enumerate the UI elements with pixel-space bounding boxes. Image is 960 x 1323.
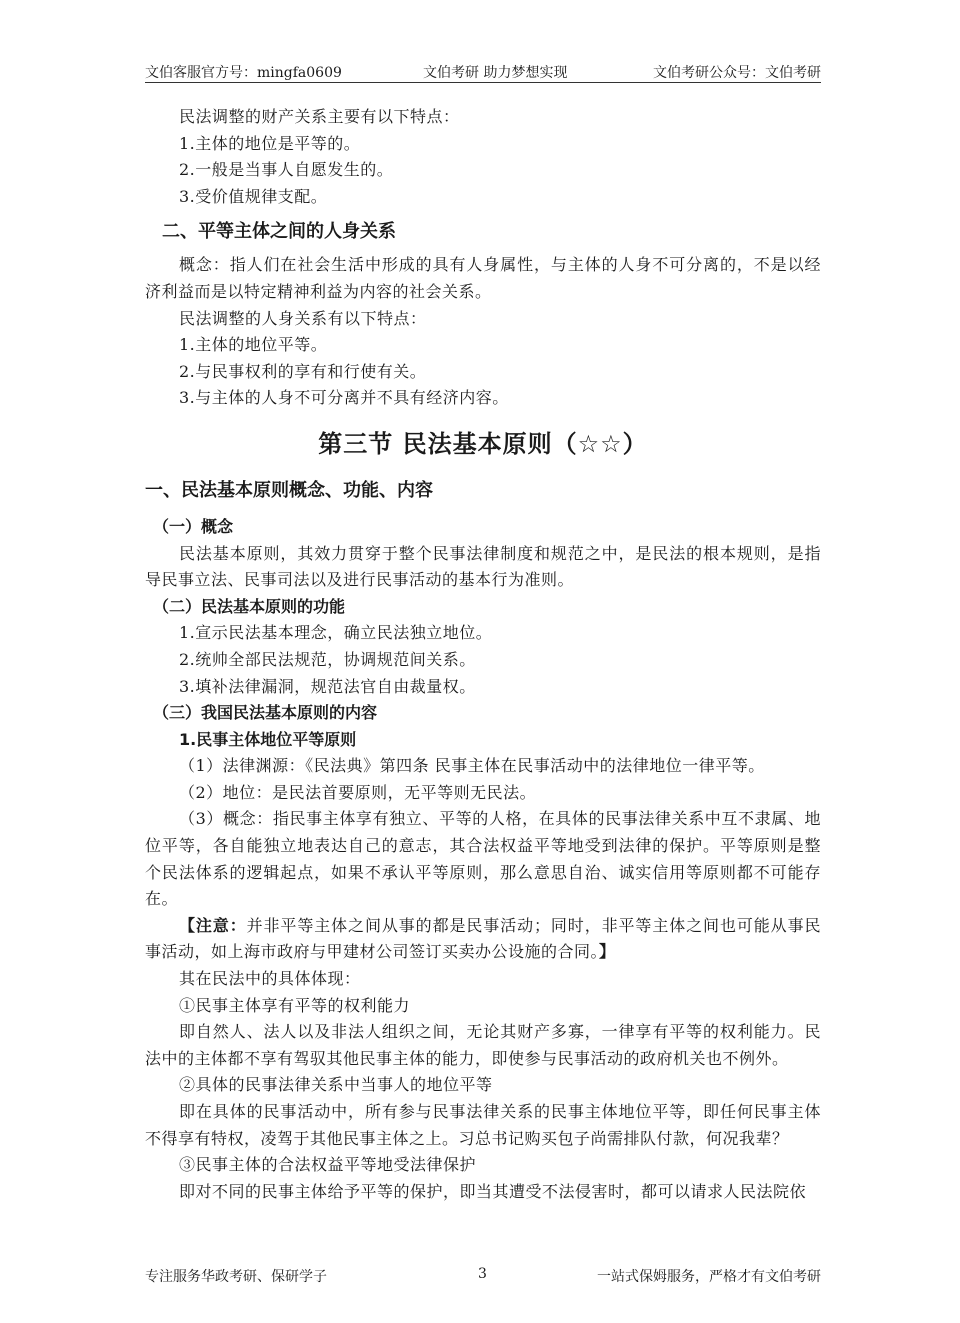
page-number: 3 bbox=[478, 1266, 487, 1282]
note-open: 【注意： bbox=[179, 915, 247, 935]
subheading-equality-principle: 1.民事主体地位平等原则 bbox=[179, 729, 357, 749]
section-title: 第三节 民法基本原则（☆☆） bbox=[318, 429, 648, 458]
paragraph: 民法调整的人身关系有以下特点： bbox=[179, 308, 427, 328]
list-item: 1.宣示民法基本理念，确立民法独立地位。 bbox=[179, 623, 493, 643]
heading-personal-relations: 二、平等主体之间的人身关系 bbox=[162, 221, 396, 243]
heading-basic-principles: 一、民法基本原则概念、功能、内容 bbox=[145, 479, 433, 501]
list-item: 1.主体的地位平等。 bbox=[179, 335, 328, 355]
header-customer-service: 文伯客服官方号：mingfa0609 bbox=[145, 65, 342, 81]
paragraph: 概念：指人们在社会生活中形成的具有人身属性，与主体的人身不可分离的，不是以经济利益而是以特定精神利益为内容的社会关系。 bbox=[145, 255, 821, 301]
footer-slogan: 专注服务华政考研、保研学子 bbox=[145, 1269, 327, 1285]
list-item: 2.统帅全部民法规范，协调规范间关系。 bbox=[179, 649, 476, 669]
page-header bbox=[145, 62, 821, 83]
paragraph: （1）法律渊源：《民法典》第四条 民事主体在民事活动中的法律地位一律平等。 bbox=[179, 756, 765, 776]
paragraph: （2）地位：是民法首要原则，无平等则无民法。 bbox=[179, 782, 537, 802]
list-item: 2.与民事权利的享有和行使有关。 bbox=[179, 361, 427, 381]
header-slogan: 文伯考研 助力梦想实现 bbox=[423, 65, 568, 81]
document-body bbox=[145, 104, 821, 1205]
note-text: 并非平等主体之间从事的都是民事活动；同时，非平等主体之间也可能从事民事活动，如上海市政府与甲建材公司签订买卖办公设施的合同。 bbox=[145, 915, 821, 962]
list-item: ②具体的民事法律关系中当事人的地位平等 bbox=[179, 1075, 493, 1095]
list-item: 3.填补法律漏洞，规范法官自由裁量权。 bbox=[179, 676, 476, 696]
list-item: 1.主体的地位是平等的。 bbox=[179, 133, 361, 153]
list-item: 3.受价值规律支配。 bbox=[179, 186, 328, 206]
subheading-content: （三）我国民法基本原则的内容 bbox=[153, 703, 378, 723]
paragraph: 即对不同的民事主体给予平等的保护，即当其遭受不法侵害时，都可以请求人民法院依 bbox=[179, 1181, 807, 1201]
paragraph: 即自然人、法人以及非法人组织之间，无论其财产多寡，一律享有平等的权利能力。民法中的主体都不享有驾驭其他民事主体的能力，即使参与民事活动的政府机关也不例外。 bbox=[145, 1022, 821, 1068]
paragraph: 即在具体的民事活动中，所有参与民事法律关系的民事主体地位平等，即任何民事主体不得享有特权，凌驾于其他民事主体之上。习总书记购买包子尚需排队付款，何况我辈？ bbox=[145, 1102, 821, 1148]
header-official-account: 文伯考研公众号：文伯考研 bbox=[653, 65, 821, 81]
note-paragraph bbox=[145, 913, 821, 966]
note-close: 】 bbox=[599, 942, 616, 962]
footer-service: 一站式保姆服务，严格才有文伯考研 bbox=[597, 1269, 821, 1285]
page-footer bbox=[145, 1266, 821, 1286]
paragraph: （3）概念：指民事主体享有独立、平等的人格，在具体的民事法律关系中互不隶属、地位平等，各自能独立地表达自己的意志，其合法权益平等地受到法律的保护。平等原则是整个民法体系的逻辑起点，如果不承认平等原则，那么意思自治、诚实信用等原则都不可能存在。 bbox=[145, 809, 821, 909]
list-item: ③民事主体的合法权益平等地受法律保护 bbox=[179, 1155, 477, 1175]
list-item: ①民事主体享有平等的权利能力 bbox=[179, 995, 411, 1015]
subheading-function: （二）民法基本原则的功能 bbox=[153, 596, 346, 616]
paragraph: 民法基本原则，其效力贯穿于整个民事法律制度和规范之中，是民法的根本规则，是指导民事立法、民事司法以及进行民事活动的基本行为准则。 bbox=[145, 543, 821, 590]
subheading-concept: （一）概念 bbox=[153, 516, 234, 536]
paragraph: 其在民法中的具体体现： bbox=[179, 969, 361, 989]
list-item: 2.一般是当事人自愿发生的。 bbox=[179, 160, 394, 180]
list-item: 3.与主体的人身不可分离并不具有经济内容。 bbox=[179, 388, 509, 408]
paragraph: 民法调整的财产关系主要有以下特点： bbox=[179, 107, 460, 126]
